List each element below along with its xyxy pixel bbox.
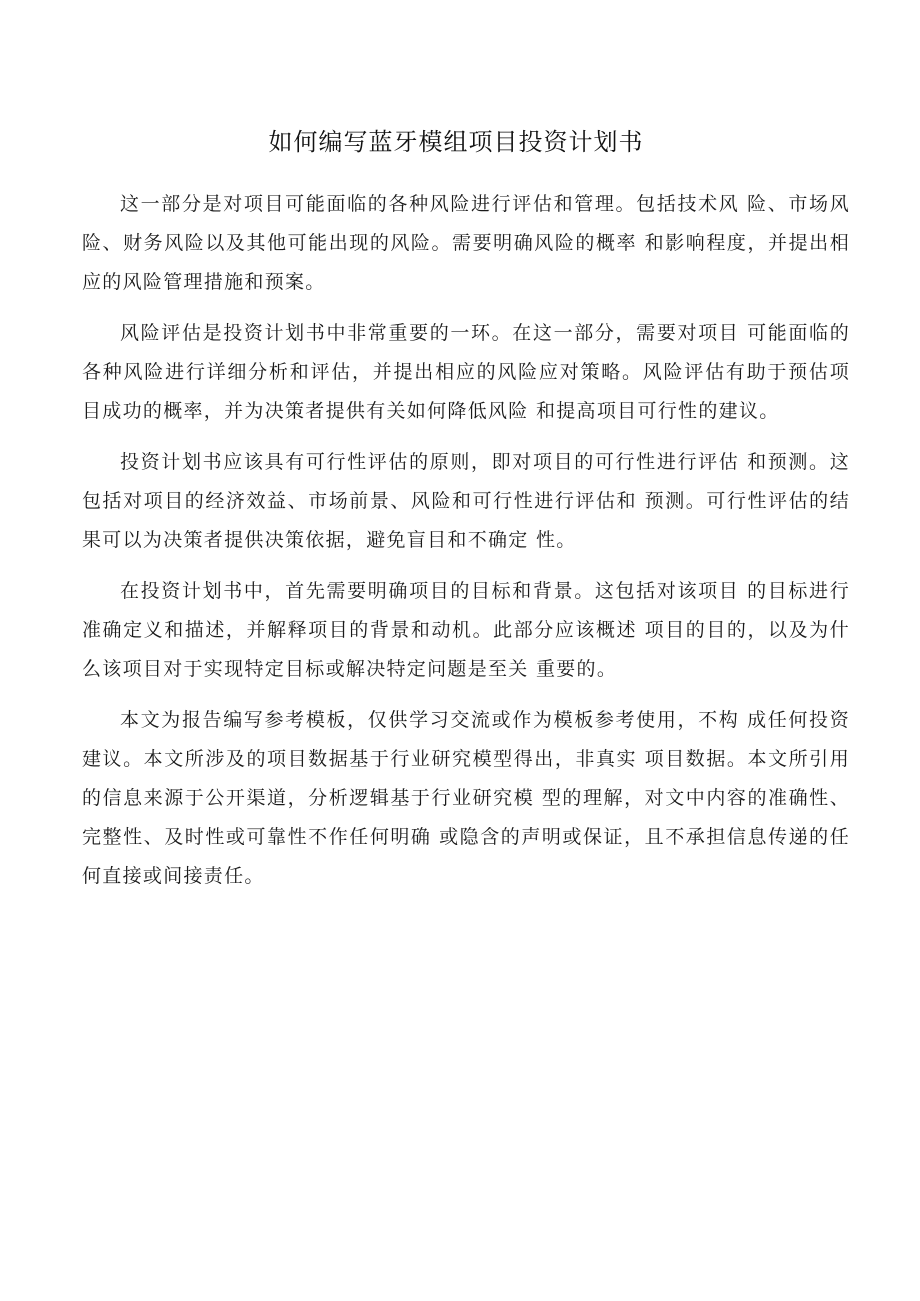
document-body — [82, 185, 850, 908]
paragraph-feasibility: 投资计划书应该具有可行性评估的原则，即对项目的可行性进行评估 和预测。这包括对项目的经济效益、市场前景、风险和可行性进行评估和 预测。可行性评估的结果可以为决策者提供决策依据，避免盲目和不确定 性。 — [82, 451, 850, 551]
paragraph-risk-assessment: 风险评估是投资计划书中非常重要的一环。在这一部分，需要对项目 可能面临的各种风险进行详细分析和评估，并提出相应的风险应对策略。风险评估有助于预估项目成功的概率，并为决策者提供有关如何降低风险 和提高项目可行性的建议。 — [82, 322, 850, 422]
paragraph-risk-management: 这一部分是对项目可能面临的各种风险进行评估和管理。包括技术风 险、市场风险、财务风险以及其他可能出现的风险。需要明确风险的概率 和影响程度，并提出相应的风险管理措施和预案。 — [82, 193, 850, 293]
document-title: 如何编写蓝牙模组项目投资计划书 — [268, 128, 644, 156]
paragraph-goals-background: 在投资计划书中，首先需要明确项目的目标和背景。这包括对该项目 的目标进行准确定义和描述，并解释项目的背景和动机。此部分应该概述 项目的目的，以及为什么该项目对于实现特定目标或解决特定问题是至关 重要的。 — [82, 580, 850, 680]
paragraph-disclaimer: 本文为报告编写参考模板，仅供学习交流或作为模板参考使用，不构 成任何投资建议。本文所涉及的项目数据基于行业研究模型得出，非真实 项目数据。本文所引用的信息来源于公开渠道，分析逻辑基于行业研究模 型的理解，对文中内容的准确性、完整性、及时性或可靠性不作任何明确 或隐含的声明或保证，且不承担信息传递的任何直接或间接责任。 — [82, 709, 850, 887]
